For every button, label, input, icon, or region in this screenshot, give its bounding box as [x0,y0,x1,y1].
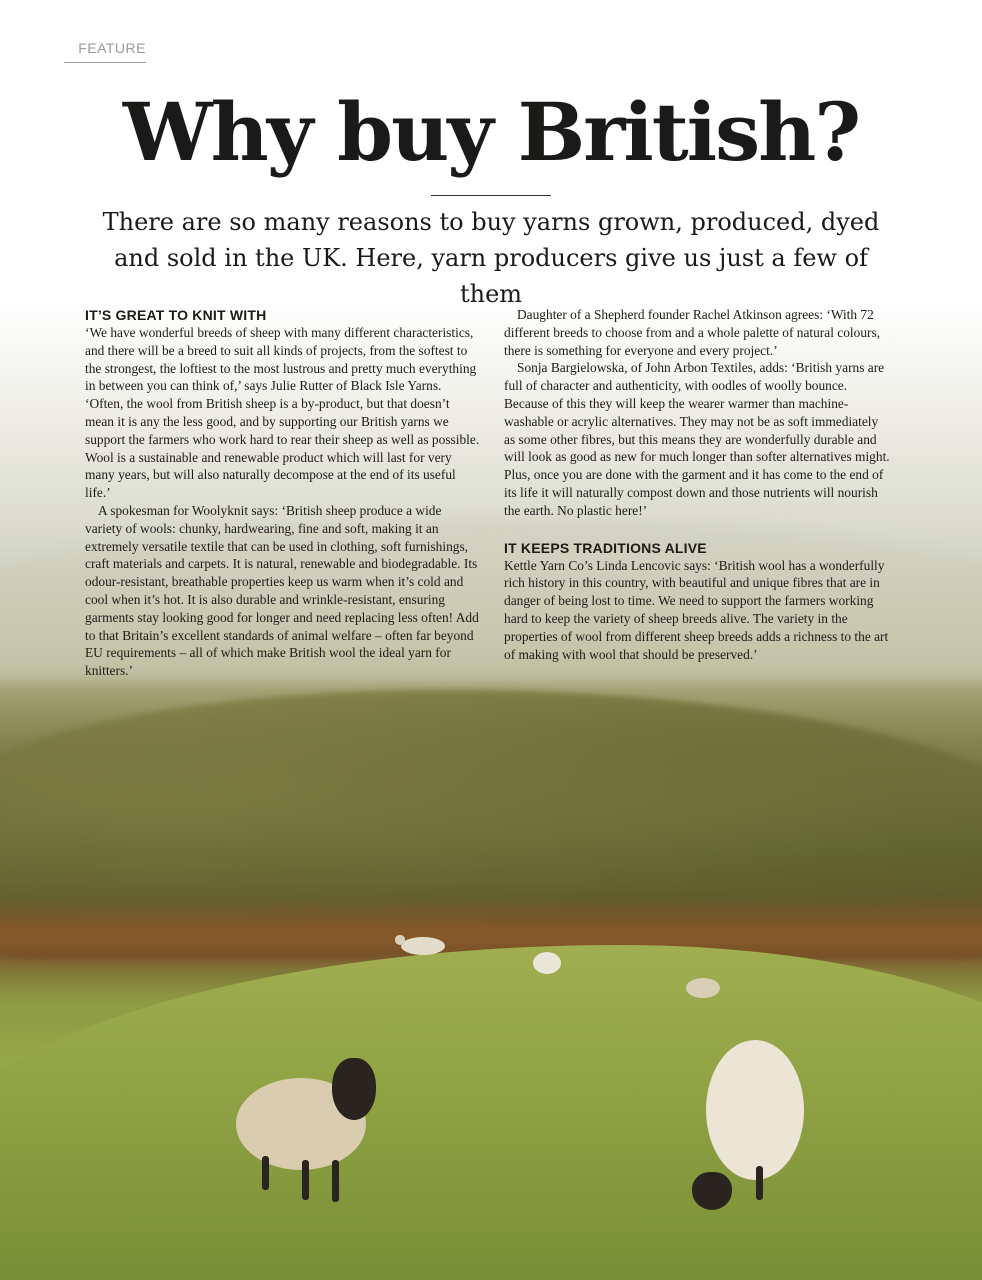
body-paragraph: Sonja Bargielowska, of John Arbon Textiles, adds: ‘British yarns are full of character and authenticity, with oodles of woolly bounce. Because of this they will keep the wearer warmer than machine-washable or acrylic alternatives. They may not be as soft immediately as some other fibres, but this means they are wonderfully durable and will look as good as new for much longer than softer alternatives might. Plus, once you are done with the garment and it has come to the end of its life it will naturally compost down and those nutrients will nourish the earth. No plastic here!’ [504,360,890,518]
sheep-foreground-left [232,1052,402,1202]
page-title: Why buy British? [122,85,860,179]
sheep-distant-3 [686,978,720,1000]
section-heading: IT KEEPS TRADITIONS ALIVE [504,539,707,556]
sheep-distant-2 [533,952,561,976]
title-divider [431,195,551,196]
paragraph-spacer [504,520,892,539]
article-column-left [85,306,481,680]
body-paragraph: Kettle Yarn Co’s Linda Lencovic says: ‘British wool has a wonderfully rich history in this country, with beautiful and unique fibres that are in danger of being lost to time. We need to support the farmers working hard to keep the variety of sheep breeds alive. The variety in the properties of wool from different sheep breeds adds a richness to the art of making with wool that should be preserved.’ [504,557,889,662]
body-paragraph: A spokesman for Woolyknit says: ‘British sheep produce a wide variety of wools: chunky, hardwearing, fine and soft, making it an extremely versatile textile that can be used in clothing, soft furnishings, craft materials and carpets. It is natural, renewable and biodegradable. Its odour-resistant, breathable properties keep us warm when it’s cold and cool when it’s hot. It is also durable and wrinkle-resistant, ensuring garments stay looking good for longer and need replacing less often! Add to that Britain’s excellent standards of animal welfare – often far beyond EU requirements – all of which make British wool the ideal yarn for knitters.’ [85,502,479,679]
section-heading: IT’S GREAT TO KNIT WITH [85,307,267,323]
section-label: FEATURE [64,40,146,63]
article-column-right [504,306,892,663]
body-paragraph: ‘We have wonderful breeds of sheep with many different characteristics, and there will be a breed to suit all kinds of projects, from the softest to the strongest, the loftiest to the most lustrous and pretty much everything in between you can think of,’ says Julie Rutter of Black Isle Yarns. ‘Often, the wool from British sheep is a by-product, but that doesn’t mean it is any the less good, and by supporting our British yarns we support the farmers who work hard to rear their sheep as well as possible. Wool is a sustainable and renewable product which will last for very many years, but will also naturally decompose at the end of its useful life.’ [85,325,480,501]
body-paragraph: Daughter of a Shepherd founder Rachel Atkinson agrees: ‘With 72 different breeds to choose from and a whole palette of natural colours, there is something for everyone and every project.’ [504,307,881,358]
standfirst: There are so many reasons to buy yarns grown, produced, dyed and sold in the UK. Here, yarn producers give us just a few of them [102,208,880,308]
sheep-foreground-right [690,1040,810,1210]
sheep-distant-1 [395,935,447,959]
